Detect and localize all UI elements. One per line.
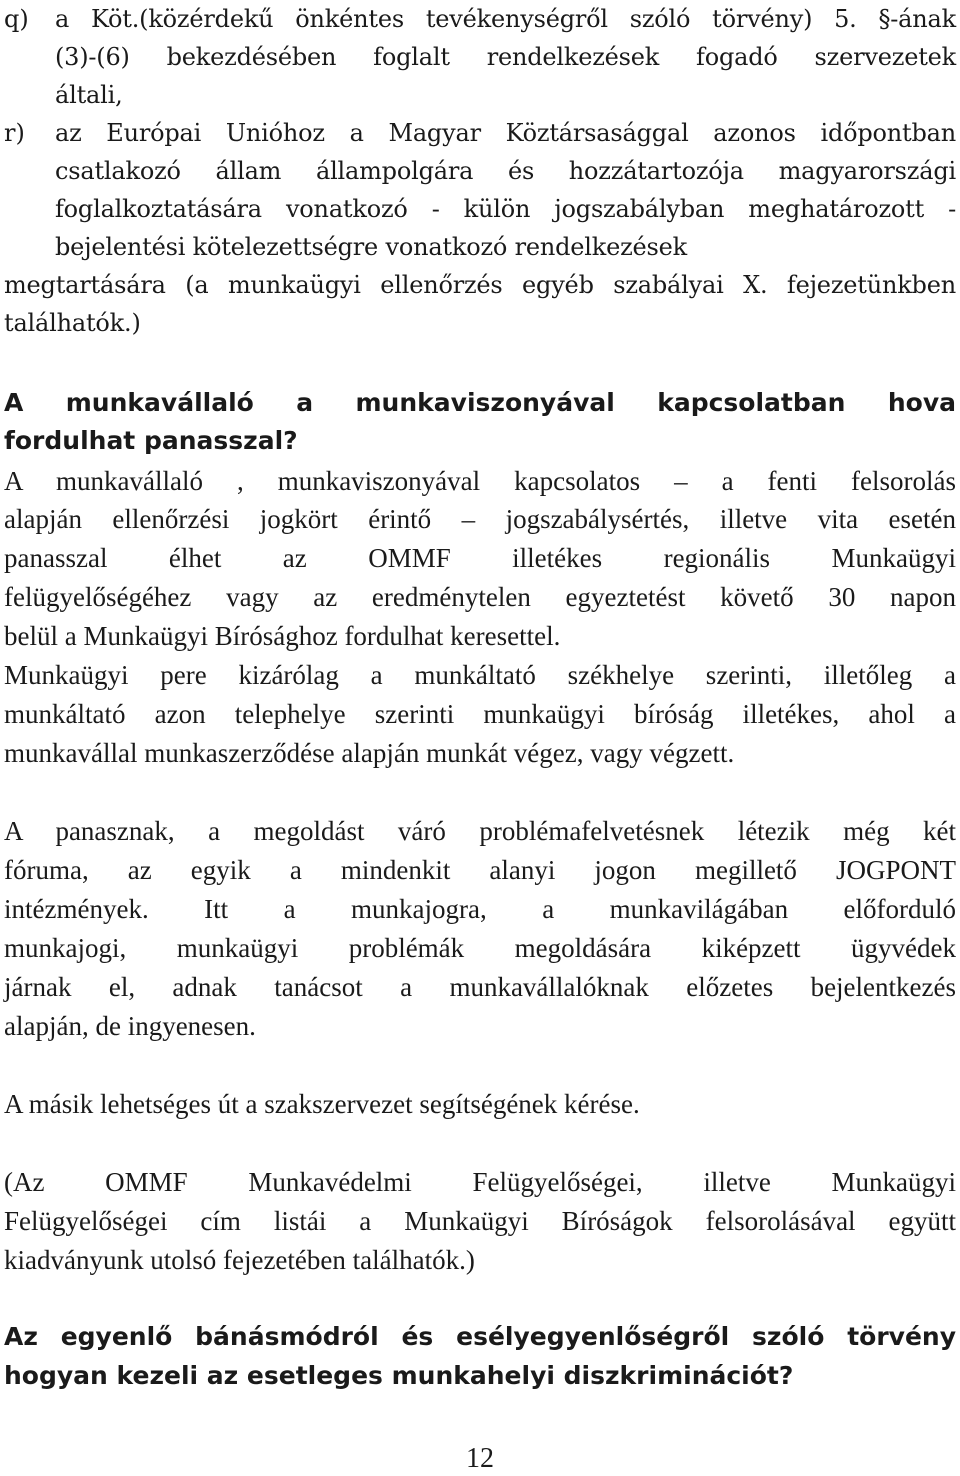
paragraph-1-line-1: A munkavállaló , munkaviszonyával kapcsolatos – a fenti felsorolás [4,466,956,496]
paragraph-3-line-4: munkajogi, munkaügyi problémák megoldására kiképzett ügyvédek [4,933,956,963]
paragraph-3-line-2: fóruma, az egyik a mindenkit alanyi jogon megillető JOGPONT [4,855,956,885]
paragraph-1-line-5: belül a Munkaügyi Bírósághoz fordulhat keresettel. [4,621,561,651]
section-heading-discrimination-line-2: hogyan kezeli az esetleges munkahelyi diszkriminációt? [4,1361,794,1390]
paragraph-3-line-1: A panasznak, a megoldást váró problémafelvetésnek létezik még két [4,816,956,846]
list-item-r-line-5: megtartására (a munkaügyi ellenőrzés egyéb szabályai X. fejezetünkben [4,271,956,299]
list-item-r-line-2: csatlakozó állam állampolgára és hozzátartozója magyarországi [55,157,956,185]
paragraph-2-line-3: munkavállal munkaszerződése alapján munkát végez, vagy végzett. [4,738,735,768]
paragraph-5-line-1: (Az OMMF Munkavédelmi Felügyelőségei, illetve Munkaügyi [4,1167,956,1197]
paragraph-3-line-6: alapján, de ingyenesen. [4,1011,256,1041]
paragraph-5-line-3: kiadványunk utolsó fejezetében találhatók.) [4,1245,475,1275]
section-heading-discrimination-line-1: Az egyenlő bánásmódról és esélyegyenlőségről szóló törvény [4,1322,956,1351]
paragraph-2-line-1: Munkaügyi pere kizárólag a munkáltató székhelye szerinti, illetőleg a [4,660,956,690]
list-item-r-line-1: az Európai Unióhoz a Magyar Köztársasággal azonos időpontban [55,119,956,147]
list-item-r-line-3: foglalkoztatására vonatkozó - külön jogszabályban meghatározott - [55,195,956,223]
paragraph-2-line-2: munkáltató azon telephelye szerinti munkaügyi bíróság illetékes, ahol a [4,699,956,729]
list-item-r-line-4: bejelentési kötelezettségre vonatkozó rendelkezések [55,233,688,261]
page-number: 12 [466,1443,494,1474]
list-item-q-line-2: (3)-(6) bekezdésében foglalt rendelkezések fogadó szervezetek [55,43,956,71]
list-item-q-line-1: a Köt.(közérdekű önkéntes tevékenységről szóló törvény) 5. §-ának [55,5,956,33]
paragraph-3-line-5: járnak el, adnak tanácsot a munkavállalóknak előzetes bejelentkezés [4,972,956,1002]
list-marker-q: q) [4,5,29,33]
list-item-r-line-6: találhatók.) [4,309,141,337]
list-item-q-line-3: általi, [55,81,123,109]
list-marker-r: r) [4,119,25,147]
paragraph-1-line-4: felügyelőségéhez vagy az eredménytelen egyeztetést követő 30 napon [4,582,956,612]
section-heading-complaint-line-2: fordulhat panasszal? [4,426,298,455]
section-heading-complaint-line-1: A munkavállaló a munkaviszonyával kapcsolatban hova [4,388,956,417]
paragraph-1-line-3: panasszal élhet az OMMF illetékes regionális Munkaügyi [4,543,956,573]
paragraph-1-line-2: alapján ellenőrzési jogkört érintő – jogszabálysértés, illetve vita esetén [4,504,956,534]
paragraph-4-line-1: A másik lehetséges út a szakszervezet segítségének kérése. [4,1089,640,1119]
paragraph-3-line-3: intézmények. Itt a munkajogra, a munkavilágában előforduló [4,894,956,924]
paragraph-5-line-2: Felügyelőségei cím listái a Munkaügyi Bíróságok felsorolásával együtt [4,1206,956,1236]
